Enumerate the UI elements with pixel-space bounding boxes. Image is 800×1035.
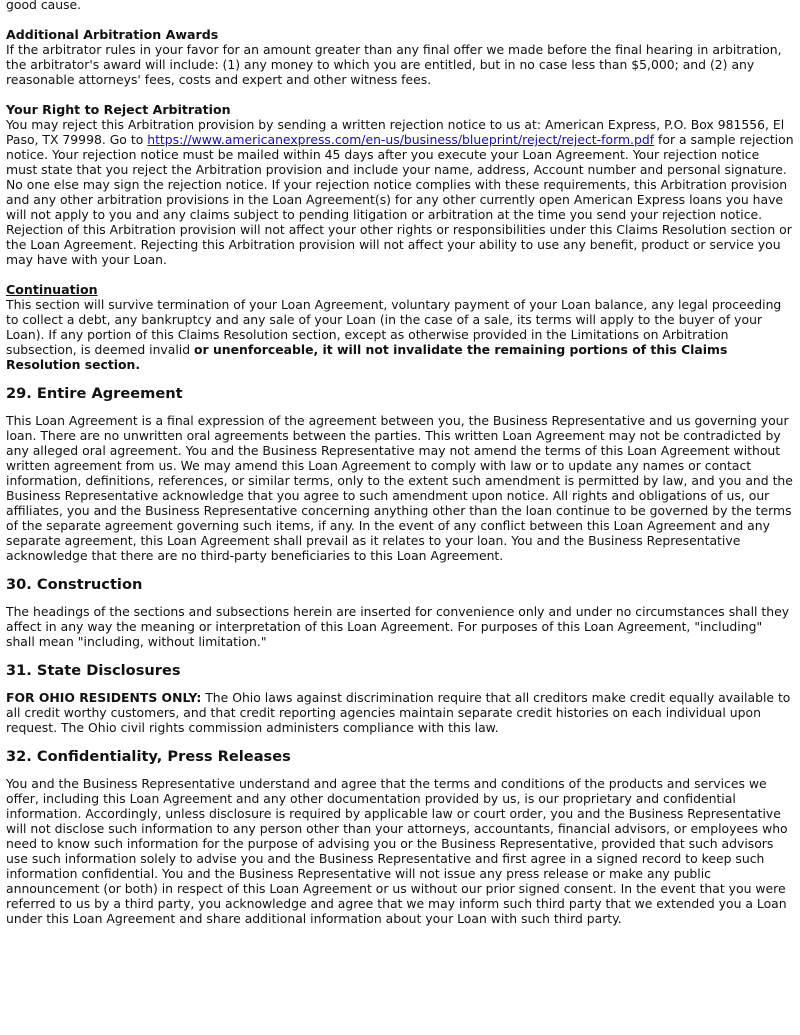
- subsection-body: If the arbitrator rules in your favor for an amount greater than any final offer we made before the final hearing in arbitration, the arbitrator's award will include: (1) any money to which you are entitled, but in no case less than $5,000; and (2) any reasonable attorneys' fees, costs and expert and other witness fees.: [6, 42, 782, 87]
- subsection-title: Continuation: [6, 282, 98, 297]
- additional-arbitration-awards: [6, 27, 794, 87]
- section-title: 31. State Disclosures: [6, 662, 181, 679]
- body-text: The Ohio laws against discrimination require that all creditors make credit equally available to all credit worthy customers, and that credit reporting agencies maintain separate credit histories on each individual upon request. The Ohio civil rights commission administers compliance with this law.: [6, 690, 791, 735]
- section-entire-agreement: [6, 385, 794, 563]
- section-confidentiality: [6, 748, 794, 926]
- subsection-body: [6, 117, 794, 267]
- body-text-bold: or unenforceable, it will not invalidate the remaining portions of this Claims Resolution section.: [6, 342, 728, 372]
- section-state-disclosures: [6, 662, 794, 735]
- body-text: This section will survive termination of your Loan Agreement, voluntary payment of your Loan balance, any legal proceeding to collect a debt, any bankruptcy and any sale of your Loan (in the case of a sale, its terms will apply to the buyer of your Loan). If any portion of this Claims Resolution section, except as otherwise provided in the Limitations on Arbitration subsection, is deemed invalid: [6, 297, 782, 357]
- subsection-title: Your Right to Reject Arbitration: [6, 102, 231, 117]
- ohio-residents-label: FOR OHIO RESIDENTS ONLY:: [6, 690, 202, 705]
- section-body: The headings of the sections and subsections herein are inserted for convenience only and under no circumstances shall they affect in any way the meaning or interpretation of this Loan Agreement. For purposes of this Loan Agreement, "including" shall mean "including, without limitation.": [6, 604, 790, 649]
- body-text: for a sample rejection notice. Your rejection notice must be mailed within 45 days after you execute your Loan Agreement. Your rejection notice must state that you reject the Arbitration provision and include your name, address, Account number and personal signature. No one else may sign the rejection notice. If your rejection notice complies with these requirements, this Arbitration provision and any other arbitration provisions in the Loan Agreement(s) for any other currently open American Express loans you have will not apply to you and any claims subject to pending litigation or arbitration at the time you send your rejection notice. Rejection of this Arbitration provision will not affect your other rights or responsibilities under this Claims Resolution section or the Loan Agreement. Rejecting this Arbitration provision will not affect your ability to use any benefit, product or service you may have with your Loan.: [6, 132, 794, 267]
- section-body: [6, 690, 794, 735]
- body-text: You may reject this Arbitration provision by sending a written rejection notice to us at: American Express, P.O. Box 981556, El Paso, TX 79998. Go to: [6, 117, 785, 147]
- reject-form-link[interactable]: https://www.americanexpress.com/en-us/business/blueprint/reject/reject-form.pdf: [147, 132, 655, 147]
- section-title: 30. Construction: [6, 576, 143, 593]
- section-body: This Loan Agreement is a final expression of the agreement between you, the Business Representative and us governing your loan. There are no unwritten oral agreements between the parties. This written Loan Agreement may not be contradicted by any alleged oral agreement. You and the Business Representative may not amend the terms of this Loan Agreement without written agreement from us. We may amend this Loan Agreement to comply with law or to update any names or contact information, definitions, references, or similar terms, only to the extent such amendment is permitted by law, and you and the Business Representative acknowledge that you agree to such amendment upon notice. All rights and obligations of us, our affiliates, you and the Business Representative concerning anything other than the loan continue to be governed by the terms of the separate agreement governing such items, if any. In the event of any conflict between this Loan Agreement and any separate agreement, this Loan Agreement shall prevail as it relates to your loan. You and the Business Representative acknowledge that there are no third-party beneficiaries to this Loan Agreement.: [6, 413, 793, 563]
- subsection-body: [6, 297, 794, 372]
- previous-paragraph-fragment: good cause.: [6, 0, 82, 12]
- section-construction: [6, 576, 794, 649]
- continuation: [6, 282, 794, 372]
- section-title: 29. Entire Agreement: [6, 385, 183, 402]
- subsection-title: Additional Arbitration Awards: [6, 27, 219, 42]
- section-title: 32. Confidentiality, Press Releases: [6, 748, 291, 765]
- section-body: You and the Business Representative understand and agree that the terms and conditions of the products and services we offer, including this Loan Agreement and any other documentation provided by us, is our proprietary and confidential information. Accordingly, unless disclosure is required by applicable law or court order, you and the Business Representative will not disclose such information to any person other than your attorneys, accountants, financial advisors, or employees who need to know such information for the purpose of advising you or the Business Representative, provided that such advisors use such information solely to advise you and the Business Representative and first agree in a signed record to keep such information confidential. You and the Business Representative will not issue any press release or make any public announcement (or both) in respect of this Loan Agreement or us without our prior signed consent. In the event that you were referred to us by a third party, you acknowledge and agree that we may inform such third party that we extended you a Loan under this Loan Agreement and share additional information about your Loan with such third party.: [6, 776, 788, 926]
- right-to-reject-arbitration: [6, 102, 794, 267]
